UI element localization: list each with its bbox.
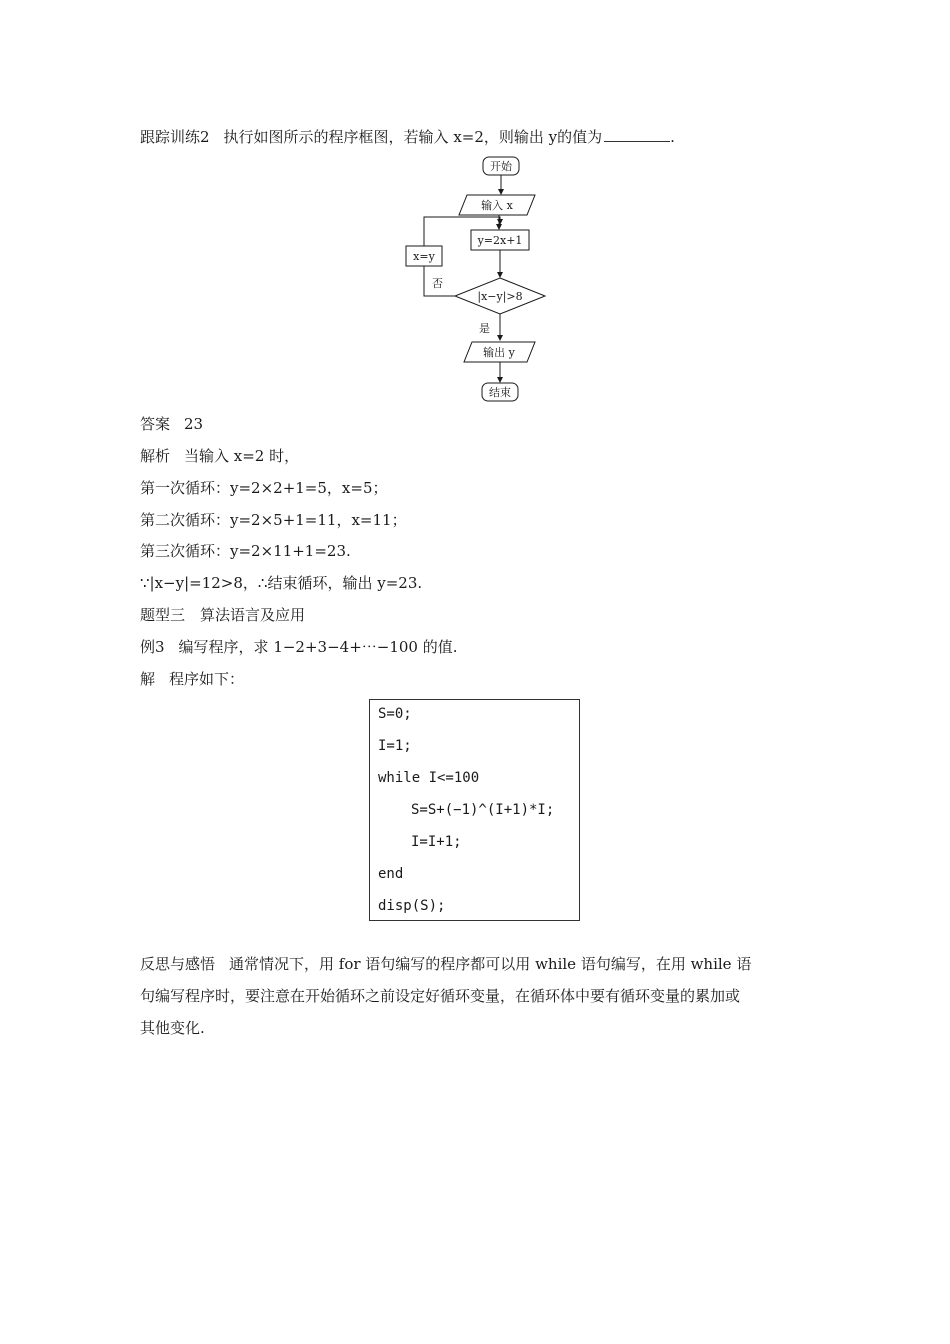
reflection-line-2: 句编写程序时，要注意在开始循环之前设定好循环变量，在循环体中要有循环变量的累加或 (140, 987, 741, 1005)
example-line (140, 637, 458, 657)
code-line-3: while I<=100 (378, 770, 480, 786)
answer-blank (604, 127, 670, 142)
code-line-6: end (378, 866, 404, 882)
output-label: 输出 y (483, 346, 515, 359)
exercise-text: 执行如图所示的程序框图，若输入 x=2，则输出 y的值为 (223, 128, 603, 146)
analysis-label: 解析 (140, 447, 171, 465)
reflection-text-1: 通常情况下，用 for 语句编写的程序都可以用 while 语句编写，在用 while 语 (229, 955, 752, 973)
code-line-1: S=0; (378, 706, 412, 722)
decision-label: |x−y|>8 (477, 290, 523, 303)
analysis-step-1: 第一次循环：y=2×2+1=5，x=5； (140, 479, 388, 497)
exercise-label: 跟踪训练2 (140, 128, 210, 146)
solution-text: 程序如下： (169, 670, 245, 688)
answer-line (140, 414, 203, 434)
no-label: 否 (432, 277, 443, 290)
process-label: y=2x+1 (477, 234, 523, 247)
reflection-line-1 (140, 954, 751, 974)
solution-label: 解 (140, 670, 156, 688)
analysis-step-2: 第二次循环：y=2×5+1=11，x=11； (140, 511, 407, 529)
exercise-tail: . (670, 128, 675, 146)
assign-label: x=y (413, 250, 435, 263)
code-line-5: I=I+1; (411, 834, 462, 850)
code-box (369, 699, 580, 921)
answer-value: 23 (184, 415, 204, 433)
analysis-intro: 当输入 x=2 时， (184, 447, 300, 465)
analysis-step-3: 第三次循环：y=2×11+1=23. (140, 542, 351, 560)
exercise-line (140, 127, 675, 147)
code-line-7: disp(S); (378, 898, 446, 914)
reflection-label: 反思与感悟 (140, 955, 216, 973)
example-label: 例3 (140, 638, 165, 656)
example-text: 编写程序，求 1−2+3−4+⋯−100 的值. (178, 638, 458, 656)
input-label: 输入 x (481, 199, 513, 212)
start-label: 开始 (490, 160, 512, 173)
analysis-conclusion: ∵|x−y|=12>8，∴结束循环，输出 y=23. (140, 574, 423, 592)
reflection-line-3: 其他变化. (140, 1019, 205, 1037)
yes-label: 是 (479, 322, 490, 335)
answer-label: 答案 (140, 415, 171, 433)
solution-line (140, 669, 244, 689)
code-line-4: S=S+(−1)^(I+1)*I; (411, 802, 555, 818)
section-title: 题型三 算法语言及应用 (140, 606, 306, 624)
code-line-2: I=1; (378, 738, 412, 754)
flowchart (395, 152, 555, 404)
analysis-line (140, 446, 299, 466)
end-label: 结束 (489, 386, 511, 399)
